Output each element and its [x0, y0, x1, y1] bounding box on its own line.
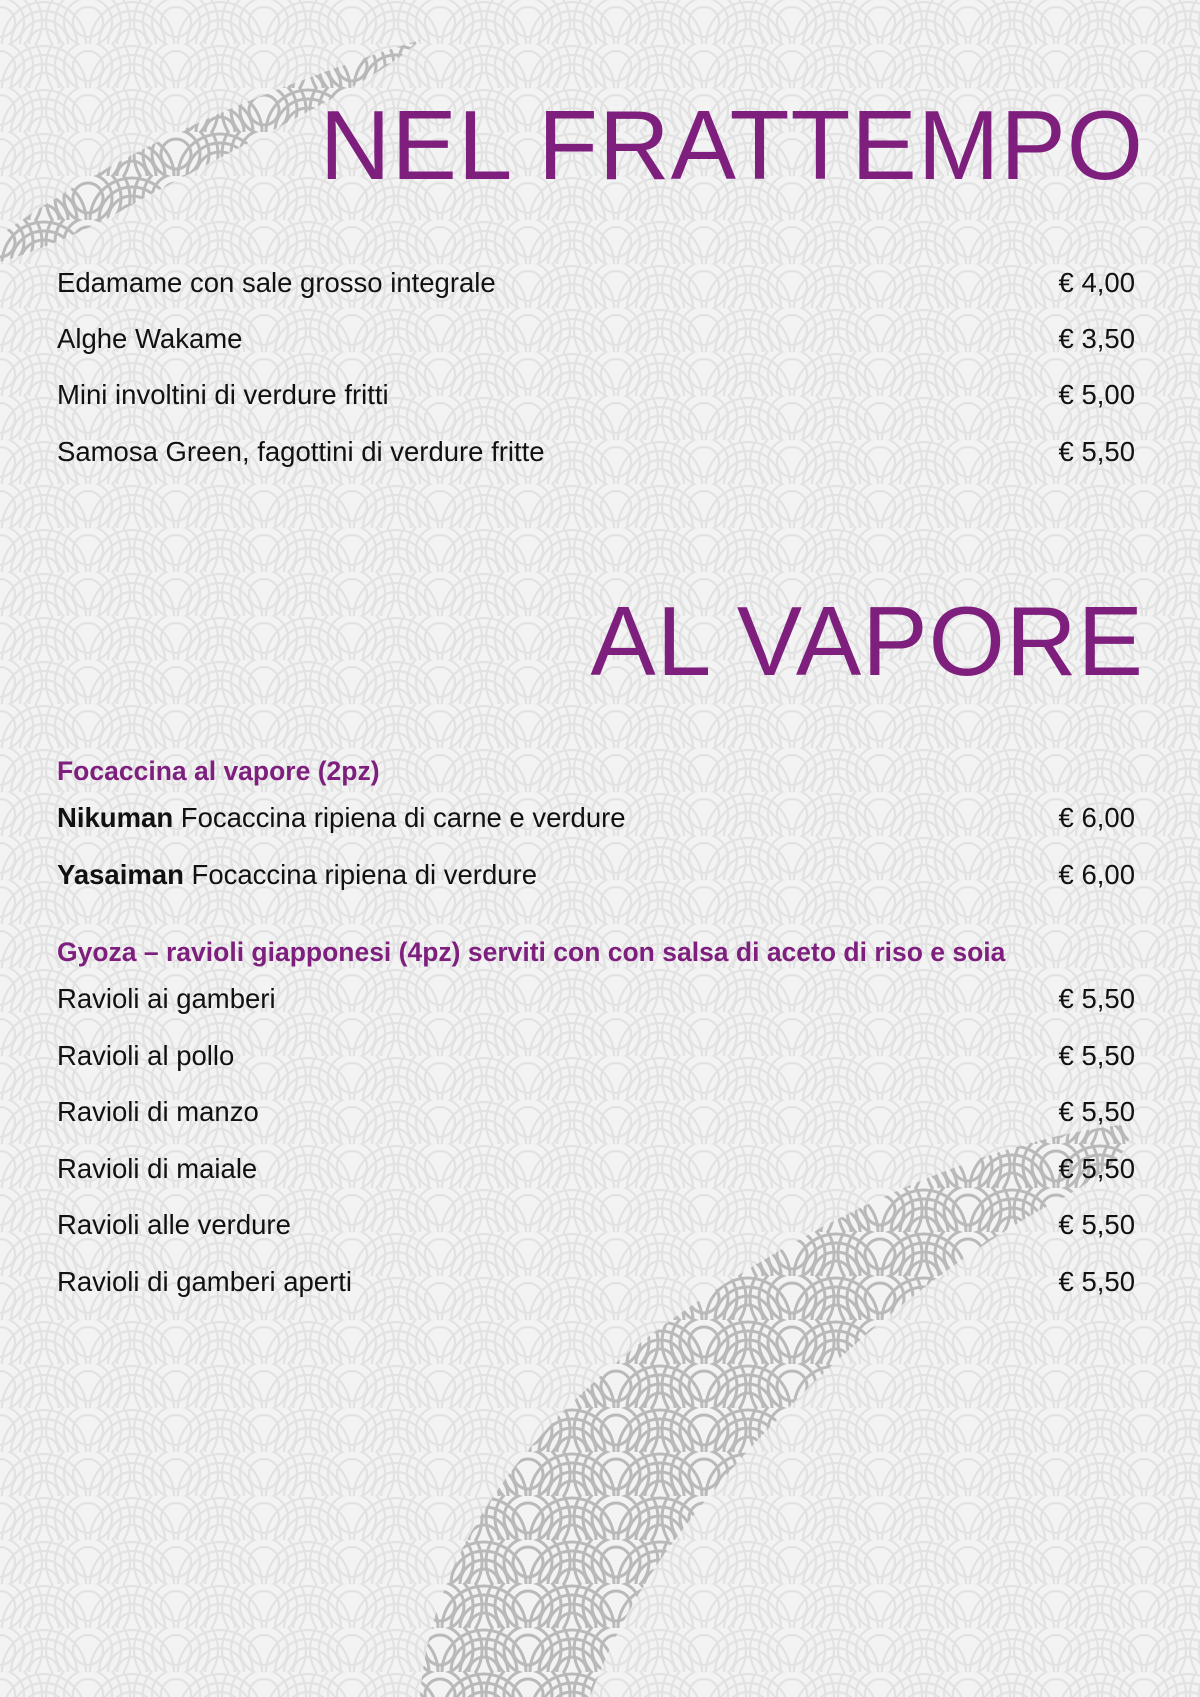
item-name: Alghe Wakame: [57, 323, 243, 354]
item-price: € 5,50: [1058, 1040, 1135, 1071]
menu-item: [57, 855, 1135, 895]
menu-item: [57, 1262, 1135, 1302]
item-name: Ravioli ai gamberi: [57, 983, 276, 1014]
item-name: Ravioli di gamberi aperti: [57, 1266, 352, 1297]
menu-item: [57, 979, 1135, 1019]
item-price: € 5,50: [1058, 1153, 1135, 1184]
item-name: Ravioli di manzo: [57, 1096, 259, 1127]
menu-item: [57, 432, 1135, 472]
item-price: € 6,00: [1058, 802, 1135, 833]
item-name: Ravioli al pollo: [57, 1040, 235, 1071]
item-name-bold: Nikuman: [57, 802, 174, 833]
item-price: € 5,50: [1058, 1096, 1135, 1127]
section-title-al-vapore: AL VAPORE: [590, 586, 1144, 696]
item-name: Edamame con sale grosso integrale: [57, 267, 496, 298]
item-price: € 5,50: [1058, 436, 1135, 467]
item-name: Mini involtini di verdure fritti: [57, 379, 389, 410]
item-name-wrap: [57, 802, 626, 834]
item-price: € 5,50: [1058, 983, 1135, 1014]
menu-item: [57, 1149, 1135, 1189]
group-heading-gyoza: Gyoza – ravioli giapponesi (4pz) serviti con con salsa di aceto di riso e soia: [57, 937, 1006, 967]
item-price: € 3,50: [1058, 323, 1135, 354]
menu-item: [57, 319, 1135, 359]
menu-item: [57, 263, 1135, 303]
item-price: € 5,50: [1058, 1209, 1135, 1240]
item-name-bold: Yasaiman: [57, 859, 184, 890]
item-price: € 4,00: [1058, 267, 1135, 298]
item-name: Focaccina ripiena di verdure: [183, 859, 538, 890]
item-price: € 5,00: [1058, 379, 1135, 410]
section-title-nel-frattempo: NEL FRATTEMPO: [319, 90, 1144, 200]
menu-item: [57, 1205, 1135, 1245]
item-price: € 5,50: [1058, 1266, 1135, 1297]
group-heading-focaccina: Focaccina al vapore (2pz): [57, 756, 380, 786]
menu-item: [57, 1036, 1135, 1076]
item-name: Focaccina ripiena di carne e verdure: [173, 802, 626, 833]
item-name: Samosa Green, fagottini di verdure fritte: [57, 436, 545, 467]
item-name: Ravioli di maiale: [57, 1153, 258, 1184]
menu-item: [57, 375, 1135, 415]
item-name-wrap: [57, 859, 537, 891]
item-name: Ravioli alle verdure: [57, 1209, 291, 1240]
item-price: € 6,00: [1058, 859, 1135, 890]
menu-item: [57, 1092, 1135, 1132]
menu-item: [57, 798, 1135, 838]
